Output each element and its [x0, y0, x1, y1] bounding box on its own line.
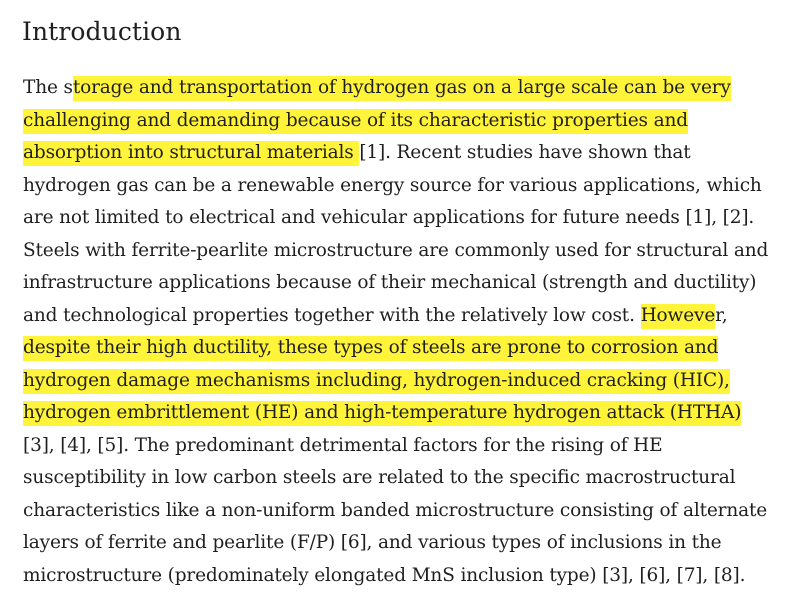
text-line [23, 332, 718, 365]
text-line [23, 527, 721, 560]
text-line [23, 137, 691, 170]
section-heading: Introduction [22, 17, 182, 46]
text-line [23, 267, 756, 300]
highlighted-text: hydrogen damage mechanisms including, hydrogen-induced cracking (HIC), [23, 369, 730, 394]
highlighted-text: despite their high ductility, these types of steels are prone to corrosion and [23, 336, 718, 361]
text-line [23, 462, 735, 495]
text-segment: [3], [4], [5]. The predominant detrimental factors for the rising of HE [23, 434, 663, 456]
text-segment: microstructure (predominately elongated MnS inclusion type) [3], [6], [7], [8]. [23, 564, 746, 586]
text-line [23, 105, 688, 138]
text-segment: [1]. Recent studies have shown that [359, 142, 691, 163]
text-segment: The s [23, 77, 73, 98]
text-segment: hydrogen gas can be a renewable energy source for various applications, which [23, 174, 762, 196]
text-segment: characteristics like a non-uniform banded microstructure consisting of alternate [23, 499, 768, 521]
text-segment: are not limited to electrical and vehicular applications for future needs [1], [2]. [23, 207, 755, 228]
text-line [23, 365, 730, 398]
highlighted-text: torage and transportation of hydrogen gas on a large scale can be very [73, 76, 731, 101]
text-segment: Steels with ferrite-pearlite microstructure are commonly used for structural and [23, 239, 769, 261]
text-segment: layers of ferrite and pearlite (F/P) [6], and various types of inclusions in the [23, 532, 722, 553]
text-segment: infrastructure applications because of their mechanical (strength and ductility) [23, 272, 757, 293]
text-line [23, 72, 731, 105]
text-line [23, 397, 741, 430]
text-line [23, 560, 745, 593]
text-line [23, 235, 768, 268]
highlighted-text: absorption into structural materials [23, 141, 359, 166]
text-segment: and technological properties together with the relatively low cost. [23, 304, 641, 326]
text-line [23, 170, 762, 203]
text-line [23, 300, 728, 333]
highlighted-text: hydrogen embrittlement (HE) and high-temperature hydrogen attack (HTHA) [23, 401, 741, 426]
text-line [23, 430, 662, 463]
text-segment: susceptibility in low carbon steels are related to the specific macrostructural [23, 467, 736, 488]
text-segment: r, [715, 304, 728, 326]
highlighted-text: Howeve [641, 304, 716, 329]
highlighted-text: challenging and demanding because of its characteristic properties and [23, 109, 688, 134]
text-line [23, 202, 754, 235]
text-line [23, 495, 767, 528]
